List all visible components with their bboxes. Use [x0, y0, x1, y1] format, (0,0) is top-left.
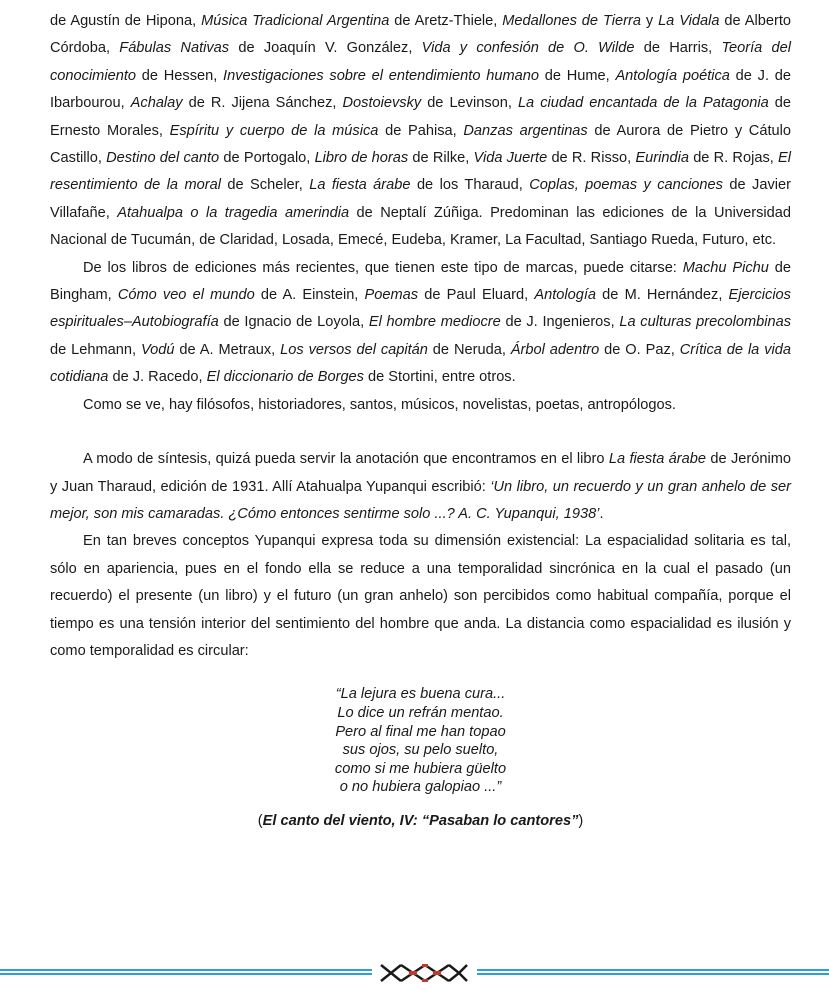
book-title: Espíritu y cuerpo de la música: [169, 122, 379, 139]
poem-line: sus ojos, su pelo suelto,: [342, 742, 499, 759]
book-title: Danzas argentinas: [463, 122, 588, 139]
text-run: Como se ve, hay filósofos, historiadores, santos, músicos, novelistas, poetas, antropólogos.: [83, 396, 676, 413]
text-run: de Stortini, entre otros.: [363, 369, 516, 386]
book-title: Cómo veo el mundo: [117, 287, 255, 304]
book-title: Poemas: [364, 287, 419, 304]
andean-pattern-icon: [379, 962, 469, 984]
poem-line: o no hubiera galopiao ...”: [339, 779, 502, 796]
book-title: Machu Pichu: [682, 259, 769, 276]
book-title: Libro de horas: [314, 150, 409, 167]
footer-rule-left: [0, 969, 372, 976]
text-run: de R. Rojas,: [688, 150, 778, 167]
text-run: de Jerónimo y Juan Tharaud, edición de 1931. Allí Atahualpa Yupanqui escribió:: [50, 451, 791, 495]
text-run: .: [599, 505, 604, 522]
book-title: El diccionario de Borges: [206, 369, 364, 386]
citation-close: ): [578, 812, 584, 829]
text-run: de Javier Villafañe,: [50, 177, 791, 221]
text-run: de los Tharaud,: [410, 177, 530, 194]
book-title: Dostoievsky: [342, 95, 422, 112]
text-run: de R. Risso,: [547, 150, 636, 167]
poem-block: [50, 685, 791, 797]
paragraph: [50, 255, 791, 392]
text-run: y: [640, 13, 659, 29]
book-title: Medallones de Tierra: [502, 13, 641, 29]
book-title: El hombre mediocre: [368, 314, 501, 331]
text-run: de Scheler,: [220, 177, 310, 194]
book-title: Árbol adentro: [510, 341, 600, 358]
paragraph: [50, 446, 791, 528]
book-title: Vida Juerte: [473, 150, 548, 167]
book-title: La ciudad encantada de la Patagonia: [517, 95, 769, 112]
paragraph: [50, 392, 791, 419]
book-title: Achalay: [130, 95, 183, 112]
paragraph: [50, 8, 791, 255]
book-title: Coplas, poemas y canciones: [529, 177, 723, 194]
book-title: ‘Un libro, un recuerdo y un gran anhelo de ser mejor, son mis camaradas. ¿Cómo entonces sentirme solo ...? A. C. Yupanqui, 1938’: [50, 478, 791, 522]
poem-line: Pero al final me han topao: [335, 723, 506, 740]
book-title: Música Tradicional Argentina: [201, 13, 390, 29]
text-run: de Hessen,: [136, 67, 224, 84]
text-run: de Aretz-Thiele,: [389, 13, 503, 29]
book-title: Destino del canto: [106, 150, 220, 167]
book-title: La Vidala: [658, 13, 720, 29]
book-title: Fábulas Nativas: [119, 40, 230, 57]
text-run: De los libros de ediciones más recientes, que tienen este tipo de marcas, puede citarse:: [83, 259, 683, 276]
text-run: de Pahisa,: [378, 122, 464, 139]
text-run: de Neruda,: [427, 341, 511, 358]
footer-rule-right: [477, 969, 829, 976]
paragraph: [50, 528, 791, 665]
citation-title: El canto del viento, IV: “Pasaban lo cantores”: [262, 812, 579, 829]
text-run: de Hume,: [538, 67, 616, 84]
text-run: de J. de Ibarbourou,: [50, 67, 792, 112]
text-run: de Portogalo,: [219, 150, 315, 167]
text-run: de Lehmann,: [50, 341, 141, 358]
page-footer: [0, 962, 829, 984]
text-run: En tan breves conceptos Yupanqui expresa toda su dimensión existencial: La espacialidad solitaria es tal, sólo en apariencia, pues en el fondo ella se reduce a una temporalidad sincrónica en la cual el pasado (un recuerdo) el presente (un libro) y el futuro (un gran anhelo) son percibidos como habitual compañía, porque el tiempo es una tensión interior del sentimiento del hombre que anda. La distancia como espacialidad es ilusión y como temporalidad es circular:: [50, 533, 791, 659]
text-run: A modo de síntesis, quizá pueda servir la anotación que encontramos en el libro: [83, 451, 609, 468]
poem-citation: [50, 811, 791, 831]
text-run: de Alberto Córdoba,: [50, 13, 792, 57]
book-title: Antología poética: [615, 67, 730, 84]
book-title: Teoría del conocimiento: [50, 40, 792, 84]
text-run: de A. Einstein,: [254, 287, 365, 304]
text-run: de R. Jijena Sánchez,: [182, 95, 343, 112]
text-run: de Ernesto Morales,: [50, 95, 792, 139]
citation-open: (: [257, 812, 263, 829]
book-title: Los versos del capitán: [280, 341, 428, 358]
text-run: de Ignacio de Loyola,: [218, 314, 369, 331]
book-title: Ejercicios espirituales–Autobiografía: [50, 287, 791, 331]
book-title: Antología: [534, 287, 597, 304]
document-body: [50, 8, 791, 831]
book-title: Crítica de la vida cotidiana: [50, 341, 791, 386]
book-title: La culturas precolombinas: [619, 314, 792, 331]
text-run: de Bingham,: [50, 259, 791, 304]
text-run: de Rilke,: [408, 150, 474, 167]
poem-line: “La lejura es buena cura...: [335, 686, 506, 703]
text-run: de O. Paz,: [599, 341, 680, 358]
text-run: de Aurora de Pietro y Cátulo Castillo,: [50, 122, 791, 167]
paragraphs: [50, 8, 791, 665]
text-run: de Paul Eluard,: [418, 287, 535, 304]
book-title: La fiesta árabe: [608, 451, 707, 468]
book-title: Investigaciones sobre el entendimiento humano: [223, 67, 539, 84]
book-title: Atahualpa o la tragedia amerindia: [117, 204, 350, 221]
book-title: Vodú: [140, 341, 175, 358]
text-run: de J. Racedo,: [108, 369, 207, 386]
book-title: La fiesta árabe: [309, 177, 411, 194]
text-run: de Agustín de Hipona,: [50, 13, 202, 29]
book-title: El resentimiento de la moral: [50, 150, 791, 194]
text-run: de A. Metraux,: [174, 341, 281, 358]
text-run: de Harris,: [634, 40, 722, 57]
book-title: Eurindia: [635, 150, 689, 167]
poem-line: Lo dice un refrán mentao.: [337, 704, 504, 721]
text-run: de Levinson,: [421, 95, 518, 112]
text-run: de Neptalí Zúñiga. Predominan las ediciones de la Universidad Nacional de Tucumán, de Claridad, Losada, Emecé, Eudeba, Kramer, La Facultad, Santiago Rueda, Futuro, etc.: [50, 204, 791, 249]
text-run: de Joaquín V. González,: [229, 40, 422, 57]
text-run: de M. Hernández,: [596, 287, 729, 304]
book-title: Vida y confesión de O. Wilde: [421, 40, 635, 57]
text-run: de J. Ingenieros,: [500, 314, 620, 331]
poem-line: como si me hubiera güelto: [334, 760, 507, 777]
